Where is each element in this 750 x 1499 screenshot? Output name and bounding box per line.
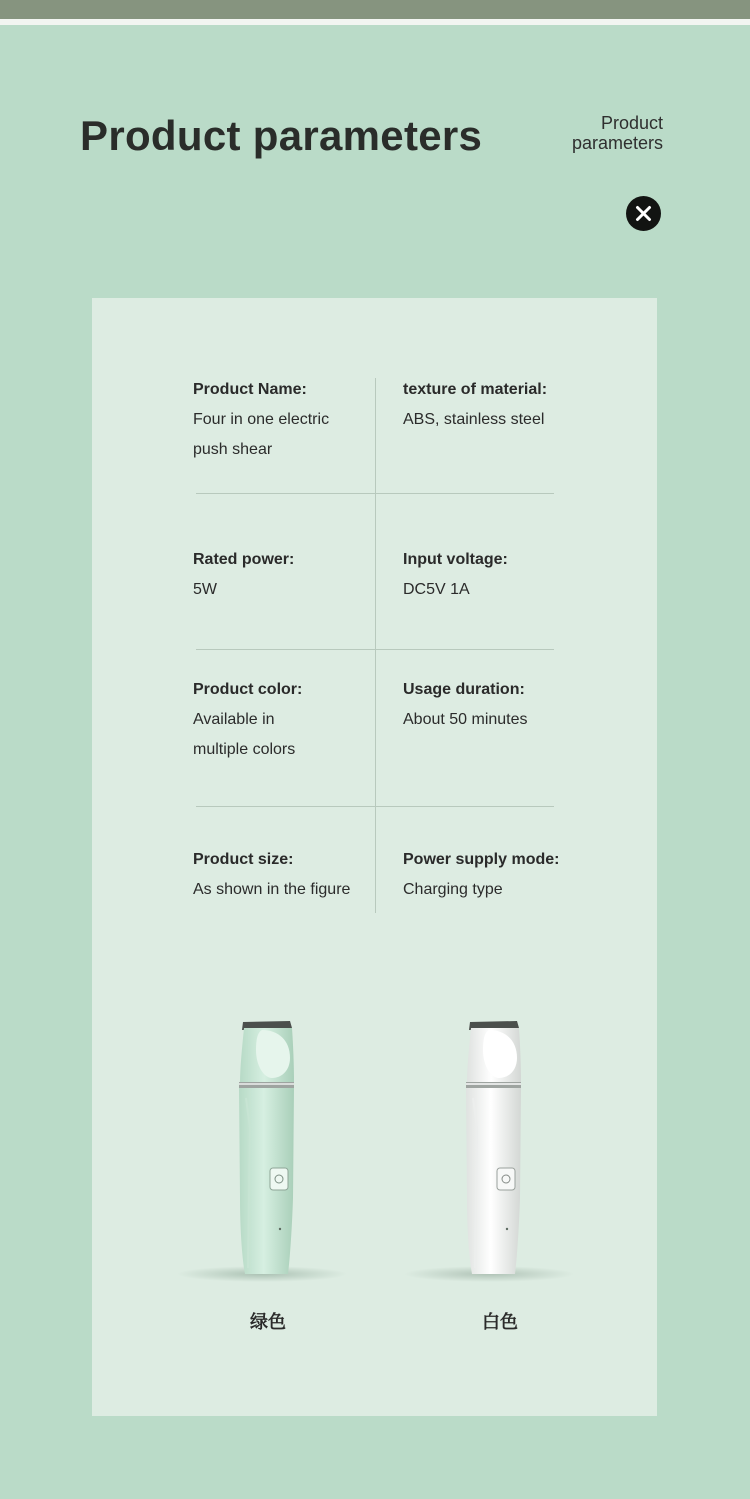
param-value: ABS, stainless steel bbox=[403, 411, 545, 428]
param-power-supply bbox=[403, 845, 559, 905]
subtitle-line-1: Product bbox=[600, 113, 663, 133]
white-color-caption: 白色 bbox=[482, 1312, 518, 1333]
param-value: Four in one electric bbox=[193, 411, 330, 428]
green-color-caption: 绿色 bbox=[250, 1312, 286, 1333]
close-icon bbox=[626, 196, 661, 231]
param-label: texture of material: bbox=[403, 381, 548, 398]
param-value: multiple colors bbox=[193, 741, 296, 758]
column-divider bbox=[375, 378, 376, 913]
row-divider bbox=[196, 649, 554, 650]
param-label: Usage duration: bbox=[403, 681, 525, 698]
white-clipper-image bbox=[399, 1008, 579, 1298]
param-input-voltage bbox=[403, 545, 508, 605]
parameters-card bbox=[92, 298, 657, 1416]
param-label: Product Name: bbox=[193, 381, 307, 398]
subtitle bbox=[523, 113, 663, 153]
param-value: Charging type bbox=[403, 881, 503, 898]
page-title: Product parameters bbox=[80, 112, 483, 159]
green-clipper-image bbox=[172, 1008, 352, 1298]
param-rated-power bbox=[193, 545, 294, 605]
param-value: DC5V 1A bbox=[403, 581, 470, 598]
param-label: Power supply mode: bbox=[403, 851, 560, 868]
param-product-color bbox=[193, 675, 302, 765]
top-divider bbox=[0, 19, 750, 25]
param-usage-duration bbox=[403, 675, 528, 735]
param-label: Rated power: bbox=[193, 551, 295, 568]
param-value: About 50 minutes bbox=[403, 711, 528, 728]
param-material bbox=[403, 375, 547, 435]
param-label: Product color: bbox=[193, 681, 303, 698]
subtitle-line-2: parameters bbox=[571, 133, 663, 153]
param-product-name bbox=[193, 375, 329, 465]
param-value: 5W bbox=[193, 581, 217, 598]
top-band bbox=[0, 0, 750, 19]
close-button[interactable] bbox=[626, 196, 661, 231]
row-divider bbox=[196, 806, 554, 807]
row-divider bbox=[196, 493, 554, 494]
param-label: Product size: bbox=[193, 851, 294, 868]
param-product-size bbox=[193, 845, 350, 905]
param-label: Input voltage: bbox=[403, 551, 508, 568]
param-value: push shear bbox=[193, 441, 273, 458]
param-value: As shown in the figure bbox=[193, 881, 351, 898]
param-value: Available in bbox=[193, 711, 275, 728]
